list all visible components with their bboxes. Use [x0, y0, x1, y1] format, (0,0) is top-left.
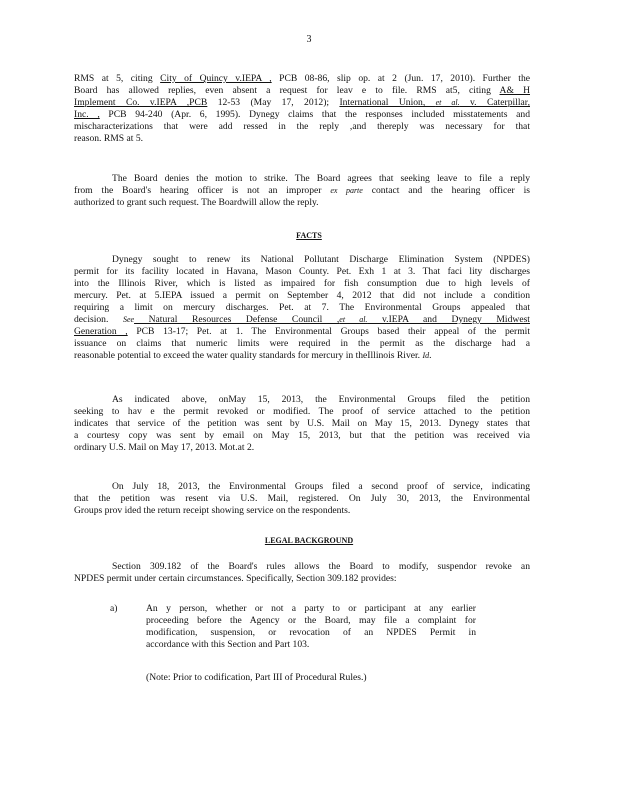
text-line: Implement Co. v.IEPA ,PCB 12-53 (May 17, 2012); International Union, et al. v. Caterpillar,	[74, 97, 530, 108]
text-line: Groups prov ided the return receipt showing service on the respondents.	[74, 505, 351, 516]
text-line: ordinary U.S. Mail on May 17, 2013. Mot.at 2.	[74, 442, 255, 453]
text-line: decision. See Natural Resources Defense Council ,et al. v.IEPA and Dynegy Midwest	[74, 314, 530, 325]
text-line: into the Illinois River, which is listed as impaired for fish consumption due to high levels of	[74, 278, 530, 289]
procedural-note	[146, 672, 476, 684]
text-line: requiring a limit on mercury discharges. Pet. at 7. The Environmental Groups appealed that	[74, 302, 530, 313]
text-line: As indicated above, onMay 15, 2013, the Environmental Groups filed the petition	[112, 394, 530, 405]
text-line: authorized to grant such request. The Boardwill allow the reply.	[74, 197, 319, 208]
list-item-label: a)	[110, 603, 118, 614]
text-line: permit for its facility located in Havana, Mason County. Pet. Exh 1 at 3. That faci lity discharges	[74, 266, 530, 277]
case-citation: A& H	[499, 85, 530, 96]
text-line: issuance on claims that numeric limits were required in the permit as the discharge had a	[74, 338, 530, 349]
section-heading-legal-background: LEGAL BACKGROUND	[264, 536, 354, 545]
case-citation: Generation ,	[74, 326, 128, 337]
paragraph-petition-filed	[74, 394, 530, 454]
text-line: An y person, whether or not a party to or participant at any earlier	[146, 603, 476, 614]
section-heading-facts: FACTS	[296, 231, 322, 240]
text-line: RMS at 5, citing City of Quincy v.IEPA , PCB 08-86, slip op. at 2 (Jun. 17, 2010). Further the	[74, 73, 530, 84]
case-citation: Inc. ,	[74, 109, 100, 120]
text-line: The Board denies the motion to strike. The Board agrees that seeking leave to file a reply	[112, 173, 530, 184]
text-line: On July 18, 2013, the Environmental Groups filed a second proof of service, indicating	[112, 481, 530, 492]
text-line: a courtesy copy was sent by email on May 15, 2013, but that the petition was received via	[74, 430, 530, 441]
text-line: reason. RMS at 5.	[74, 133, 144, 144]
list-item-text	[146, 603, 476, 651]
text-line: Section 309.182 of the Board's rules allows the Board to modify, suspendor revoke an	[112, 561, 530, 572]
case-citation: International Union,	[339, 97, 436, 108]
text-line: from the Board's hearing officer is not an improper ex parte contact and the hearing officer is	[74, 185, 530, 196]
text-line: mercury. Pet. at 5.IEPA issued a permit on September 4, 2012 that did not include a condition	[74, 290, 530, 301]
text-line: seeking to hav e the permit revoked or modified. The proof of service attached to the petition	[74, 406, 530, 417]
case-citation: Natural Resources Defense Council ,	[134, 314, 340, 325]
text-line: mischaracterizations that were add ressed in the reply ,and thereply was necessary for that	[74, 121, 530, 132]
paragraph-facts	[74, 254, 530, 362]
case-citation: City of Quincy v.IEPA ,	[160, 73, 272, 84]
paragraph-board-denies	[74, 173, 530, 209]
paragraph-section-309	[74, 561, 530, 585]
text-line: proceeding before the Agency or the Board, may file a complaint for	[146, 615, 476, 626]
text-line: indicates that service of the petition was sent by U.S. Mail on May 15, 2013. Dynegy states that	[74, 418, 530, 429]
paragraph-second-proof	[74, 481, 530, 517]
case-citation: Implement Co. v.IEPA ,PCB	[74, 97, 208, 108]
text-line: reasonable potential to exceed the water quality standards for mercury in theIllinois River. Id.	[74, 350, 432, 361]
text-line: (Note: Prior to codification, Part III of Procedural Rules.)	[146, 672, 367, 683]
text-line: Board has allowed replies, even absent a request for leav e to file. RMS at5, citing A& H	[74, 85, 530, 96]
text-line: Dynegy sought to renew its National Pollutant Discharge Elimination System (NPDES)	[112, 254, 530, 265]
page-number: 3	[306, 34, 312, 45]
text-line: modification, suspension, or revocation of an NPDES Permit in	[146, 627, 476, 638]
text-line: Inc. , PCB 94-240 (Apr. 6, 1995). Dynegy claims that the responses included misstatements and	[74, 109, 530, 120]
text-line: Generation , PCB 13-17; Pet. at 1. The Environmental Groups based their appeal of the permit	[74, 326, 530, 337]
text-line: that the petition was resent via U.S. Mail, registered. On July 30, 2013, the Environmental	[74, 493, 530, 504]
text-line: accordance with this Section and Part 103.	[146, 639, 310, 650]
text-line: NPDES permit under certain circumstances. Specifically, Section 309.182 provides:	[74, 573, 397, 584]
paragraph-rms-citations	[74, 73, 530, 145]
